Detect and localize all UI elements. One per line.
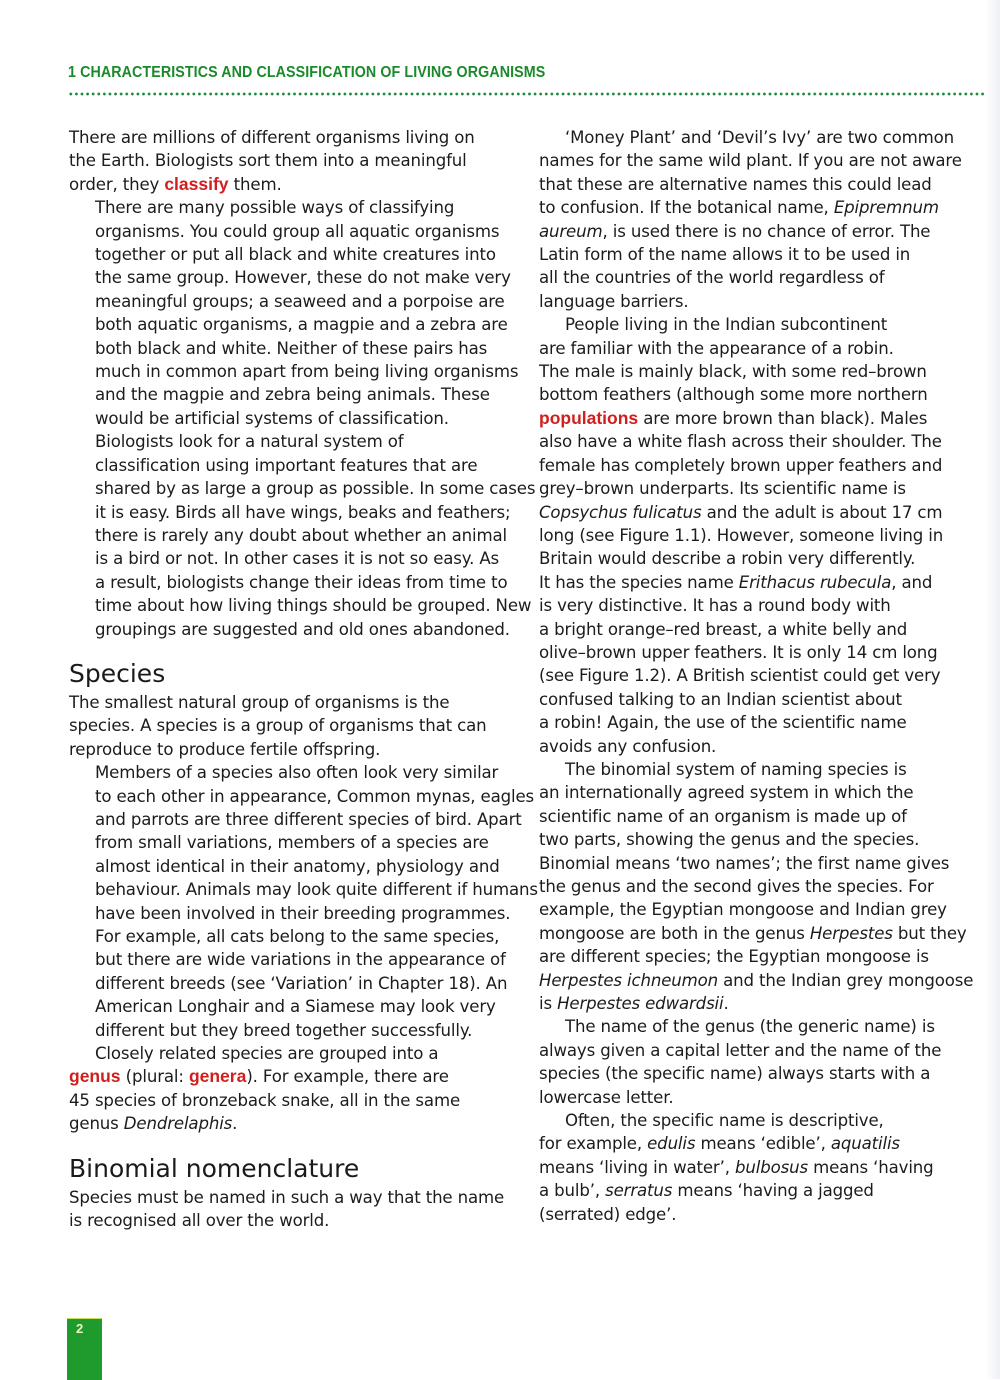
text-line: different breeds (see ‘Variation’ in Chapter 18). An — [95, 973, 508, 993]
scientific-name: aquatilis — [830, 1134, 900, 1154]
text-line: a bright orange–red breast, a white belly and — [539, 619, 908, 639]
text-line: Binomial means ‘two names’; the first name gives — [539, 853, 950, 873]
text-line — [539, 992, 989, 1015]
scientific-name: Copsychus fulicatus — [539, 502, 702, 522]
text-line: a result, biologists change their ideas from time to — [95, 572, 508, 592]
text-line: People living in the Indian subcontinent — [565, 315, 888, 335]
text-line: Biologists look for a natural system of — [95, 432, 404, 452]
text-line: The binomial system of naming species is — [565, 759, 907, 779]
section-heading-species: Species — [69, 658, 166, 688]
text-line: species. A species is a group of organisms that can — [69, 716, 487, 736]
text-fragment: are more brown than black). Males — [638, 408, 928, 428]
text-line: the Earth. Biologists sort them into a meaningful — [69, 151, 467, 171]
text-line: meaningful groups; a seaweed and a porpoise are — [95, 291, 505, 311]
paragraph-classifying-ways — [69, 196, 519, 430]
paragraph-genus — [69, 1042, 519, 1136]
text-line — [539, 1156, 989, 1179]
text-line: two parts, showing the genus and the species. — [539, 830, 920, 850]
scientific-name: bulbosus — [734, 1157, 808, 1177]
paragraph-species-members — [69, 761, 538, 1042]
text-fragment: is — [539, 994, 558, 1014]
text-line: all the countries of the world regardless of — [539, 268, 885, 288]
scientific-name: Herpestes edwardsii — [557, 994, 724, 1014]
scientific-name: Herpestes ichneumon — [539, 970, 719, 990]
text-line — [539, 196, 989, 219]
right-column — [539, 126, 989, 1226]
text-line: 45 species of bronzeback snake, all in the same — [69, 1090, 461, 1110]
text-line: classification using important features that are — [95, 455, 478, 475]
text-line: (serrated) edge’. — [539, 1204, 677, 1224]
text-line: is very distinctive. It has a round body with — [539, 596, 891, 616]
text-fragment: . — [723, 994, 729, 1014]
text-line: is recognised all over the world. — [69, 1211, 330, 1231]
text-line — [539, 571, 989, 594]
text-line — [539, 501, 989, 524]
text-line: together or put all black and white creatures into — [95, 245, 496, 265]
text-line — [539, 1132, 989, 1155]
text-fragment: means ‘edible’, — [695, 1134, 831, 1154]
text-line: behaviour. Animals may look quite different if humans — [95, 880, 538, 900]
text-fragment: means ‘having — [807, 1157, 934, 1177]
text-fragment: mongoose are both in the genus — [539, 923, 810, 943]
left-column — [69, 126, 538, 1232]
text-line — [539, 1179, 989, 1202]
text-line: For example, all cats belong to the same species, — [95, 927, 500, 946]
text-line: language barriers. — [539, 291, 689, 311]
text-line: and parrots are three different species of bird. Apart — [95, 809, 522, 829]
paragraph-species-definition — [69, 691, 519, 761]
paragraph-money-plant — [539, 126, 989, 313]
paragraph-genus-capital — [539, 1015, 989, 1109]
text-line: lowercase letter. — [539, 1087, 674, 1107]
text-line — [539, 220, 989, 243]
text-line: that these are alternative names this could lead — [539, 174, 932, 194]
text-line: Britain would describe a robin very differently. — [539, 549, 916, 569]
text-fragment: and the Indian grey mongoose — [718, 970, 974, 990]
keyword-genera: genera — [188, 1066, 247, 1087]
text-line: Closely related species are grouped into a — [95, 1044, 439, 1064]
text-line: it is easy. Birds all have wings, beaks and feathers; — [95, 502, 511, 522]
text-line: are familiar with the appearance of a robin. — [539, 338, 894, 358]
text-line: (see Figure 1.2). A British scientist could get very — [539, 666, 941, 686]
text-line: ‘Money Plant’ and ‘Devil’s Ivy’ are two common — [565, 128, 954, 147]
text-line: species (the specific name) always starts with a — [539, 1064, 931, 1084]
text-line: example, the Egyptian mongoose and Indian grey — [539, 900, 947, 920]
text-line: Often, the specific name is descriptive, — [565, 1111, 884, 1131]
text-line: but there are wide variations in the appearance of — [95, 950, 506, 970]
paragraph-descriptive-names — [539, 1109, 989, 1226]
text-line: grey–brown underparts. Its scientific name is — [539, 479, 906, 499]
text-line: Species must be named in such a way that the name — [69, 1187, 505, 1207]
text-line: names for the same wild plant. If you are not aware — [539, 151, 962, 171]
text-line: Latin form of the name allows it to be used in — [539, 245, 911, 265]
paragraph-intro — [69, 126, 519, 196]
text-line: reproduce to produce fertile offspring. — [69, 739, 381, 759]
text-fragment: them. — [228, 174, 282, 194]
text-line: American Longhair and a Siamese may look very — [95, 997, 496, 1017]
text-fragment: to confusion. If the botanical name, — [539, 198, 834, 218]
text-line: olive–brown upper feathers. It is only 14 cm long — [539, 642, 938, 662]
text-line: are different species; the Egyptian mongoose is — [539, 947, 929, 967]
text-fragment: means ‘living in water’, — [539, 1157, 735, 1177]
text-fragment: and the adult is about 17 cm — [701, 502, 943, 522]
text-fragment: a bulb’, — [539, 1181, 606, 1201]
text-line: much in common apart from being living organisms — [95, 362, 519, 382]
text-fragment: order, they — [69, 174, 165, 194]
text-line: long (see Figure 1.1). However, someone living in — [539, 525, 944, 545]
text-line: confused talking to an Indian scientist about — [539, 689, 902, 709]
text-fragment: genus — [69, 1114, 124, 1134]
text-line: is a bird or not. In other cases it is not so easy. As — [95, 549, 500, 569]
section-heading-binomial-nomenclature: Binomial nomenclature — [69, 1153, 360, 1183]
text-line: There are many possible ways of classifying — [95, 198, 455, 218]
scientific-name: aureum — [539, 221, 603, 241]
text-line: have been involved in their breeding programmes. — [95, 903, 511, 923]
text-fragment: for example, — [539, 1134, 648, 1154]
text-line: organisms. You could group all aquatic organisms — [95, 221, 500, 241]
paragraph-robin — [539, 313, 989, 758]
text-line: and the magpie and zebra being animals. These — [95, 385, 490, 405]
text-line: shared by as large a group as possible. In some cases — [95, 479, 536, 499]
text-line: both black and white. Neither of these pairs has — [95, 338, 488, 358]
text-line: also have a white flash across their shoulder. The — [539, 432, 942, 452]
text-line — [539, 969, 989, 992]
text-line — [69, 1112, 519, 1135]
text-fragment: (plural: — [120, 1067, 189, 1087]
text-fragment: , and — [891, 572, 933, 592]
paragraph-binomial-system — [539, 758, 989, 1015]
scientific-name: Dendrelaphis — [123, 1114, 233, 1134]
text-line: bottom feathers (although some more northern — [539, 385, 928, 405]
text-line: different but they breed together successfully. — [95, 1020, 473, 1040]
text-line: would be artificial systems of classification. — [95, 408, 449, 428]
text-line: almost identical in their anatomy, physiology and — [95, 856, 500, 876]
text-line: Members of a species also often look very similar — [95, 763, 499, 783]
text-line: the genus and the second gives the species. For — [539, 877, 934, 896]
page-number-tab — [67, 1318, 102, 1380]
text-line: There are millions of different organisms living on — [69, 128, 475, 147]
dotted-divider — [68, 92, 986, 96]
text-line — [69, 173, 519, 196]
text-fragment: but they — [892, 923, 967, 943]
text-line: The male is mainly black, with some red–brown — [539, 362, 927, 382]
text-line: avoids any confusion. — [539, 736, 717, 756]
text-line: there is rarely any doubt about whether an animal — [95, 525, 507, 545]
text-line: The name of the genus (the generic name) is — [565, 1017, 935, 1037]
keyword-genus: genus — [69, 1066, 121, 1087]
text-line: an internationally agreed system in which the — [539, 783, 914, 803]
text-line: a robin! Again, the use of the scientific name — [539, 713, 907, 733]
page-number: 2 — [76, 1321, 84, 1336]
text-line: always given a capital letter and the name of the — [539, 1040, 942, 1060]
scientific-name: edulis — [647, 1134, 696, 1154]
text-line: the same group. However, these do not make very — [95, 268, 511, 288]
scientific-name: Epipremnum — [833, 198, 939, 218]
text-line — [539, 407, 989, 430]
text-line — [539, 922, 989, 945]
keyword-classify: classify — [164, 173, 229, 194]
paragraph-natural-system — [69, 430, 536, 641]
text-line: time about how living things should be grouped. New — [95, 596, 532, 616]
text-fragment: . — [232, 1114, 238, 1134]
text-fragment: , is used there is no chance of error. The — [602, 221, 931, 241]
text-line: from small variations, members of a species are — [95, 833, 489, 853]
keyword-populations: populations — [539, 407, 639, 428]
scientific-name: serratus — [605, 1181, 673, 1201]
scientific-name: Erithacus rubecula — [738, 572, 892, 592]
text-line: The smallest natural group of organisms is the — [69, 692, 450, 712]
scientific-name: Herpestes — [809, 923, 893, 943]
chapter-running-head: 1 CHARACTERISTICS AND CLASSIFICATION OF LIVING ORGANISMS — [68, 64, 546, 81]
text-line: scientific name of an organism is made up of — [539, 806, 907, 826]
text-line: groupings are suggested and old ones abandoned. — [95, 619, 510, 639]
paragraph-naming — [69, 1186, 519, 1233]
text-line: female has completely brown upper feathers and — [539, 455, 943, 475]
text-fragment: ). For example, there are — [246, 1067, 449, 1087]
text-fragment: means ‘having a jagged — [672, 1181, 874, 1201]
text-line: both aquatic organisms, a magpie and a zebra are — [95, 315, 508, 335]
text-fragment: It has the species name — [539, 572, 739, 592]
text-line — [69, 1065, 519, 1088]
text-line: to each other in appearance, Common mynas, eagles — [95, 786, 535, 806]
